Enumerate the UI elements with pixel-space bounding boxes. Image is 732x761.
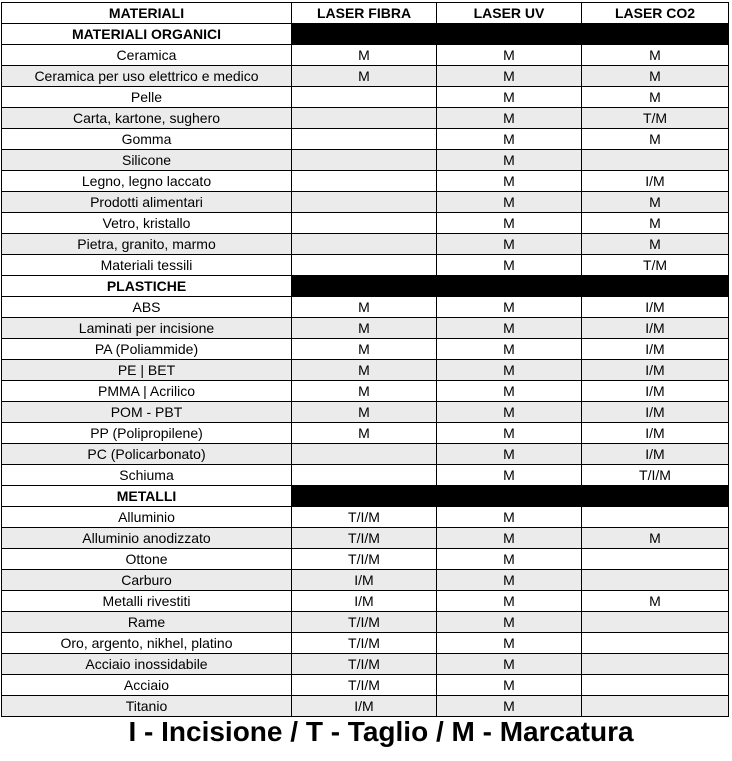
section-header-row — [2, 486, 729, 507]
laser-uv-cell: M — [437, 255, 582, 276]
table-row — [2, 318, 729, 339]
material-name-cell: Acciaio — [2, 675, 292, 696]
table-row — [2, 612, 729, 633]
laser-fibra-cell: T/I/M — [292, 612, 437, 633]
table-row — [2, 339, 729, 360]
laser-uv-cell: M — [437, 444, 582, 465]
section-header-row — [2, 24, 729, 45]
laser-co2-cell — [582, 675, 729, 696]
laser-uv-cell: M — [437, 612, 582, 633]
table-row — [2, 549, 729, 570]
laser-uv-cell: M — [437, 318, 582, 339]
material-name-cell: Carburo — [2, 570, 292, 591]
laser-fibra-cell: M — [292, 66, 437, 87]
material-name-cell: POM - PBT — [2, 402, 292, 423]
table-row — [2, 381, 729, 402]
laser-co2-cell: M — [582, 87, 729, 108]
material-name-cell: Alluminio — [2, 507, 292, 528]
material-name-cell: Prodotti alimentari — [2, 192, 292, 213]
laser-uv-cell: M — [437, 570, 582, 591]
laser-co2-cell — [582, 612, 729, 633]
laser-fibra-cell: T/I/M — [292, 528, 437, 549]
laser-fibra-cell: M — [292, 297, 437, 318]
laser-fibra-cell: T/I/M — [292, 507, 437, 528]
laser-co2-cell: M — [582, 234, 729, 255]
laser-fibra-cell: M — [292, 402, 437, 423]
table-row — [2, 507, 729, 528]
laser-fibra-cell — [292, 465, 437, 486]
laser-fibra-cell: M — [292, 318, 437, 339]
legend-text: I - Incisione / T - Taglio / M - Marcatura — [128, 716, 634, 747]
table-body — [2, 24, 729, 717]
material-name-cell: Alluminio anodizzato — [2, 528, 292, 549]
material-name-cell: Pelle — [2, 87, 292, 108]
material-name-cell: Materiali tessili — [2, 255, 292, 276]
laser-uv-cell: M — [437, 528, 582, 549]
laser-co2-cell: M — [582, 528, 729, 549]
table-row — [2, 591, 729, 612]
table-row — [2, 213, 729, 234]
material-name-cell: ABS — [2, 297, 292, 318]
laser-uv-cell: M — [437, 507, 582, 528]
section-title: METALLI — [2, 486, 292, 507]
laser-uv-cell: M — [437, 465, 582, 486]
table-row — [2, 465, 729, 486]
laser-uv-cell: M — [437, 633, 582, 654]
laser-fibra-cell: I/M — [292, 591, 437, 612]
laser-uv-cell: M — [437, 297, 582, 318]
section-header-row — [2, 276, 729, 297]
table-row — [2, 633, 729, 654]
laser-uv-cell: M — [437, 234, 582, 255]
material-name-cell: Ceramica — [2, 45, 292, 66]
laser-uv-cell: M — [437, 66, 582, 87]
laser-co2-cell: T/M — [582, 108, 729, 129]
laser-uv-cell: M — [437, 654, 582, 675]
material-name-cell: Silicone — [2, 150, 292, 171]
section-divider-bar — [292, 486, 729, 507]
material-name-cell: Ottone — [2, 549, 292, 570]
material-name-cell: Carta, kartone, sughero — [2, 108, 292, 129]
table-row — [2, 675, 729, 696]
laser-fibra-cell — [292, 444, 437, 465]
laser-co2-cell: M — [582, 213, 729, 234]
laser-uv-cell: M — [437, 108, 582, 129]
table-row — [2, 255, 729, 276]
laser-uv-cell: M — [437, 549, 582, 570]
laser-fibra-cell — [292, 192, 437, 213]
header-laser-uv: LASER UV — [437, 3, 582, 24]
laser-uv-cell: M — [437, 171, 582, 192]
table-row — [2, 45, 729, 66]
laser-fibra-cell — [292, 87, 437, 108]
laser-uv-cell: M — [437, 150, 582, 171]
table-row — [2, 171, 729, 192]
laser-fibra-cell — [292, 108, 437, 129]
header-row — [2, 3, 729, 24]
laser-uv-cell: M — [437, 381, 582, 402]
material-name-cell: Laminati per incisione — [2, 318, 292, 339]
laser-co2-cell: I/M — [582, 444, 729, 465]
header-laser-fibra: LASER FIBRA — [292, 3, 437, 24]
laser-fibra-cell: M — [292, 381, 437, 402]
header-materiali: MATERIALI — [2, 3, 292, 24]
laser-co2-cell: I/M — [582, 318, 729, 339]
section-title: PLASTICHE — [2, 276, 292, 297]
laser-uv-cell: M — [437, 423, 582, 444]
material-name-cell: Schiuma — [2, 465, 292, 486]
laser-uv-cell: M — [437, 402, 582, 423]
laser-co2-cell: I/M — [582, 360, 729, 381]
laser-uv-cell: M — [437, 129, 582, 150]
laser-uv-cell: M — [437, 213, 582, 234]
material-name-cell: PP (Polipropilene) — [2, 423, 292, 444]
laser-uv-cell: M — [437, 360, 582, 381]
laser-fibra-cell: T/I/M — [292, 633, 437, 654]
material-name-cell: Rame — [2, 612, 292, 633]
laser-fibra-cell — [292, 234, 437, 255]
laser-co2-cell: T/M — [582, 255, 729, 276]
laser-co2-cell: I/M — [582, 423, 729, 444]
laser-co2-cell: M — [582, 192, 729, 213]
section-divider-bar — [292, 276, 729, 297]
materials-compatibility-table — [1, 2, 729, 717]
laser-fibra-cell: T/I/M — [292, 675, 437, 696]
table-row — [2, 360, 729, 381]
material-name-cell: Legno, legno laccato — [2, 171, 292, 192]
laser-co2-cell: I/M — [582, 171, 729, 192]
laser-fibra-cell — [292, 171, 437, 192]
laser-uv-cell: M — [437, 591, 582, 612]
material-name-cell: Acciaio inossidabile — [2, 654, 292, 675]
laser-co2-cell — [582, 633, 729, 654]
laser-co2-cell — [582, 549, 729, 570]
table-row — [2, 423, 729, 444]
laser-uv-cell: M — [437, 192, 582, 213]
laser-co2-cell: I/M — [582, 339, 729, 360]
laser-fibra-cell: M — [292, 45, 437, 66]
material-name-cell: Gomma — [2, 129, 292, 150]
section-divider-bar — [292, 24, 729, 45]
section-title: MATERIALI ORGANICI — [2, 24, 292, 45]
laser-fibra-cell: T/I/M — [292, 654, 437, 675]
table-row — [2, 297, 729, 318]
laser-fibra-cell: I/M — [292, 570, 437, 591]
material-name-cell: Pietra, granito, marmo — [2, 234, 292, 255]
laser-co2-cell — [582, 570, 729, 591]
material-name-cell: Vetro, kristallo — [2, 213, 292, 234]
laser-uv-cell: M — [437, 45, 582, 66]
laser-co2-cell: T/I/M — [582, 465, 729, 486]
table-row — [2, 402, 729, 423]
table-row — [2, 570, 729, 591]
laser-fibra-cell — [292, 213, 437, 234]
material-name-cell: PMMA | Acrilico — [2, 381, 292, 402]
material-name-cell: Metalli rivestiti — [2, 591, 292, 612]
laser-fibra-cell: M — [292, 339, 437, 360]
laser-co2-cell — [582, 507, 729, 528]
laser-fibra-cell — [292, 129, 437, 150]
laser-co2-cell: M — [582, 591, 729, 612]
laser-fibra-cell: M — [292, 423, 437, 444]
laser-uv-cell: M — [437, 696, 582, 717]
laser-fibra-cell — [292, 255, 437, 276]
laser-co2-cell: I/M — [582, 402, 729, 423]
material-name-cell: PA (Poliammide) — [2, 339, 292, 360]
table-row — [2, 150, 729, 171]
laser-co2-cell — [582, 654, 729, 675]
laser-fibra-cell: T/I/M — [292, 549, 437, 570]
table-row — [2, 66, 729, 87]
material-name-cell: PE | BET — [2, 360, 292, 381]
table-row — [2, 87, 729, 108]
table-row — [2, 234, 729, 255]
table-row — [2, 444, 729, 465]
material-name-cell: Oro, argento, nikhel, platino — [2, 633, 292, 654]
laser-uv-cell: M — [437, 675, 582, 696]
laser-uv-cell: M — [437, 87, 582, 108]
table-row — [2, 129, 729, 150]
material-name-cell: Ceramica per uso elettrico e medico — [2, 66, 292, 87]
laser-fibra-cell: M — [292, 360, 437, 381]
laser-co2-cell: I/M — [582, 297, 729, 318]
header-laser-co2: LASER CO2 — [582, 3, 729, 24]
laser-fibra-cell: I/M — [292, 696, 437, 717]
material-name-cell: PC (Policarbonato) — [2, 444, 292, 465]
table-row — [2, 654, 729, 675]
laser-co2-cell: M — [582, 66, 729, 87]
laser-co2-cell: M — [582, 129, 729, 150]
laser-co2-cell — [582, 150, 729, 171]
table-row — [2, 192, 729, 213]
laser-co2-cell: M — [582, 45, 729, 66]
table-row — [2, 528, 729, 549]
laser-co2-cell: I/M — [582, 381, 729, 402]
material-name-cell: Titanio — [2, 696, 292, 717]
laser-uv-cell: M — [437, 339, 582, 360]
table-row — [2, 108, 729, 129]
laser-fibra-cell — [292, 150, 437, 171]
